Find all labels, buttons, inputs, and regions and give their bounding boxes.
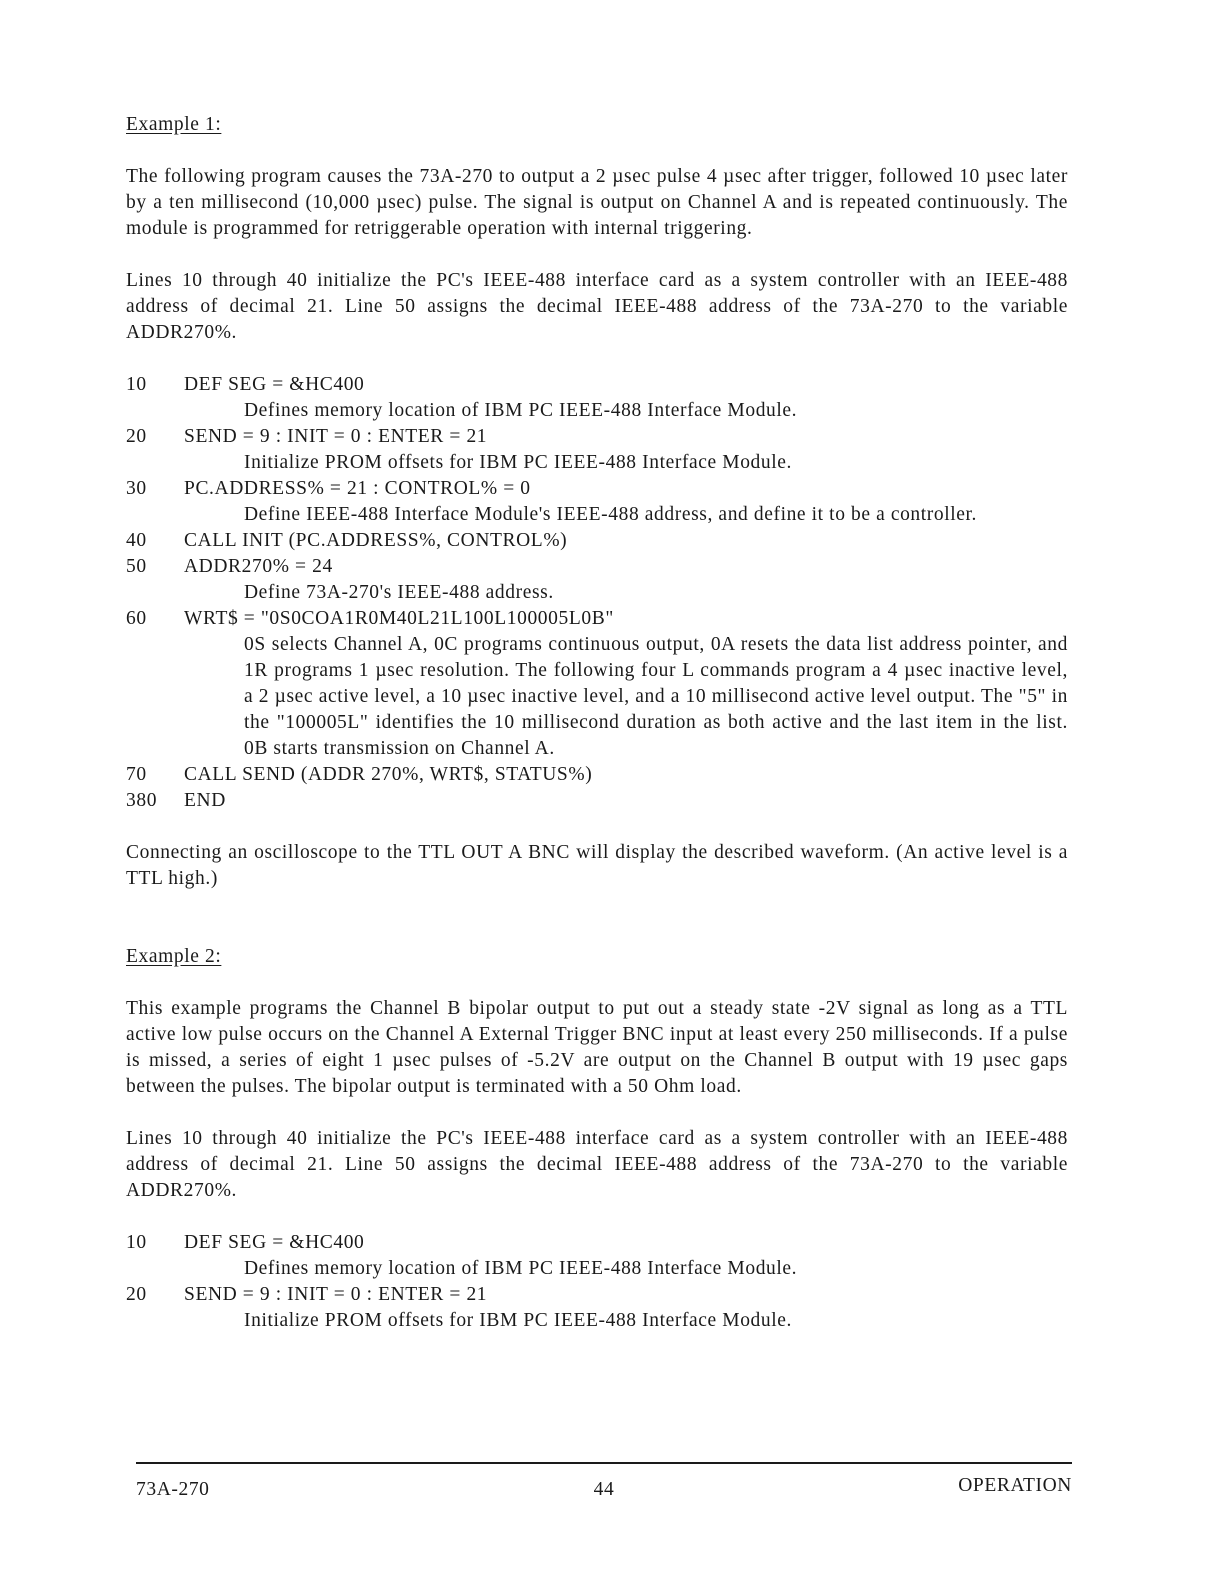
code-line xyxy=(126,476,1068,528)
code-statement: ADDR270% = 24 xyxy=(184,556,333,577)
code-line xyxy=(126,528,1068,554)
line-number: 50 xyxy=(126,556,147,577)
code-statement: DEF SEG = &HC400 xyxy=(184,374,365,395)
example2-heading: Example 2: xyxy=(126,946,222,967)
code-statement: PC.ADDRESS% = 21 : CONTROL% = 0 xyxy=(184,478,531,499)
line-number: 10 xyxy=(126,1232,147,1253)
code-statement: WRT$ = "0S0COA1R0M40L21L100L100005L0B" xyxy=(184,608,614,629)
code-statement: SEND = 9 : INIT = 0 : ENTER = 21 xyxy=(184,1284,488,1305)
footer-model: 73A-270 xyxy=(136,1479,210,1500)
code-line xyxy=(126,372,1068,424)
line-number: 380 xyxy=(126,790,158,811)
code-description: Defines memory location of IBM PC IEEE-488 Interface Module. xyxy=(244,1258,798,1279)
line-number: 20 xyxy=(126,1284,147,1305)
code-line xyxy=(126,762,1068,788)
code-description: Define IEEE-488 Interface Module's IEEE-488 address, and define it to be a controller. xyxy=(244,504,978,525)
code-description: Defines memory location of IBM PC IEEE-488 Interface Module. xyxy=(244,400,798,421)
line-number: 20 xyxy=(126,426,147,447)
example1-intro: The following program causes the 73A-270 to output a 2 µsec pulse 4 µsec after trigger, followed 10 µsec later by a ten millisecond (10,000 µsec) pulse. The signal is output on Channel A and is repeated continuously. The module is programmed for retriggerable operation with internal triggering. xyxy=(126,166,1068,239)
line-number: 60 xyxy=(126,608,147,629)
example1-code-listing xyxy=(126,372,1068,814)
code-description: Initialize PROM offsets for IBM PC IEEE-488 Interface Module. xyxy=(244,452,793,473)
page-body xyxy=(126,112,1068,1334)
code-statement: END xyxy=(184,790,226,811)
example2-intro: This example programs the Channel B bipolar output to put out a steady state -2V signal as long as a TTL active low pulse occurs on the Channel A External Trigger BNC input at least every 250 milliseconds. If a pulse is missed, a series of eight 1 µsec pulses of -5.2V are output on the Channel B output with 19 µsec gaps between the pulses. The bipolar output is terminated with a 50 Ohm load. xyxy=(126,998,1068,1097)
example1-heading: Example 1: xyxy=(126,114,222,135)
footer-divider xyxy=(136,1462,1072,1464)
line-number: 70 xyxy=(126,764,147,785)
code-statement: CALL SEND (ADDR 270%, WRT$, STATUS%) xyxy=(184,764,593,785)
code-description: 0S selects Channel A, 0C programs continuous output, 0A resets the data list address pointer, and 1R programs 1 µsec resolution. The following four L commands program a 4 µsec inactive level, a 2 µsec active level, a 10 µsec inactive level, and a 10 millisecond active level output. The "5" in the "100005L" identifies the 10 millisecond duration as both active and the last item in the list. 0B starts transmission on Channel A. xyxy=(244,634,1068,759)
code-description: Define 73A-270's IEEE-488 address. xyxy=(244,582,554,603)
page-footer xyxy=(136,1462,1072,1500)
code-line xyxy=(126,554,1068,606)
footer-section: OPERATION xyxy=(958,1475,1072,1496)
line-number: 30 xyxy=(126,478,147,499)
code-statement: SEND = 9 : INIT = 0 : ENTER = 21 xyxy=(184,426,488,447)
line-number: 10 xyxy=(126,374,147,395)
code-line xyxy=(126,606,1068,762)
example1-lines-note: Lines 10 through 40 initialize the PC's IEEE-488 interface card as a system controller with an IEEE-488 address of decimal 21. Line 50 assigns the decimal IEEE-488 address of the 73A-270 to the variable ADDR270%. xyxy=(126,270,1068,343)
code-line xyxy=(126,1230,1068,1282)
page-number: 44 xyxy=(593,1479,615,1500)
code-description: Initialize PROM offsets for IBM PC IEEE-488 Interface Module. xyxy=(244,1310,793,1331)
code-line xyxy=(126,788,1068,814)
example1-outro: Connecting an oscilloscope to the TTL OUT A BNC will display the described waveform. (An active level is a TTL high.) xyxy=(126,842,1068,889)
code-line xyxy=(126,424,1068,476)
code-statement: DEF SEG = &HC400 xyxy=(184,1232,365,1253)
code-statement: CALL INIT (PC.ADDRESS%, CONTROL%) xyxy=(184,530,568,551)
line-number: 40 xyxy=(126,530,147,551)
example2-lines-note: Lines 10 through 40 initialize the PC's IEEE-488 interface card as a system controller with an IEEE-488 address of decimal 21. Line 50 assigns the decimal IEEE-488 address of the 73A-270 to the variable ADDR270%. xyxy=(126,1128,1068,1201)
code-line xyxy=(126,1282,1068,1334)
example2-code-listing xyxy=(126,1230,1068,1334)
